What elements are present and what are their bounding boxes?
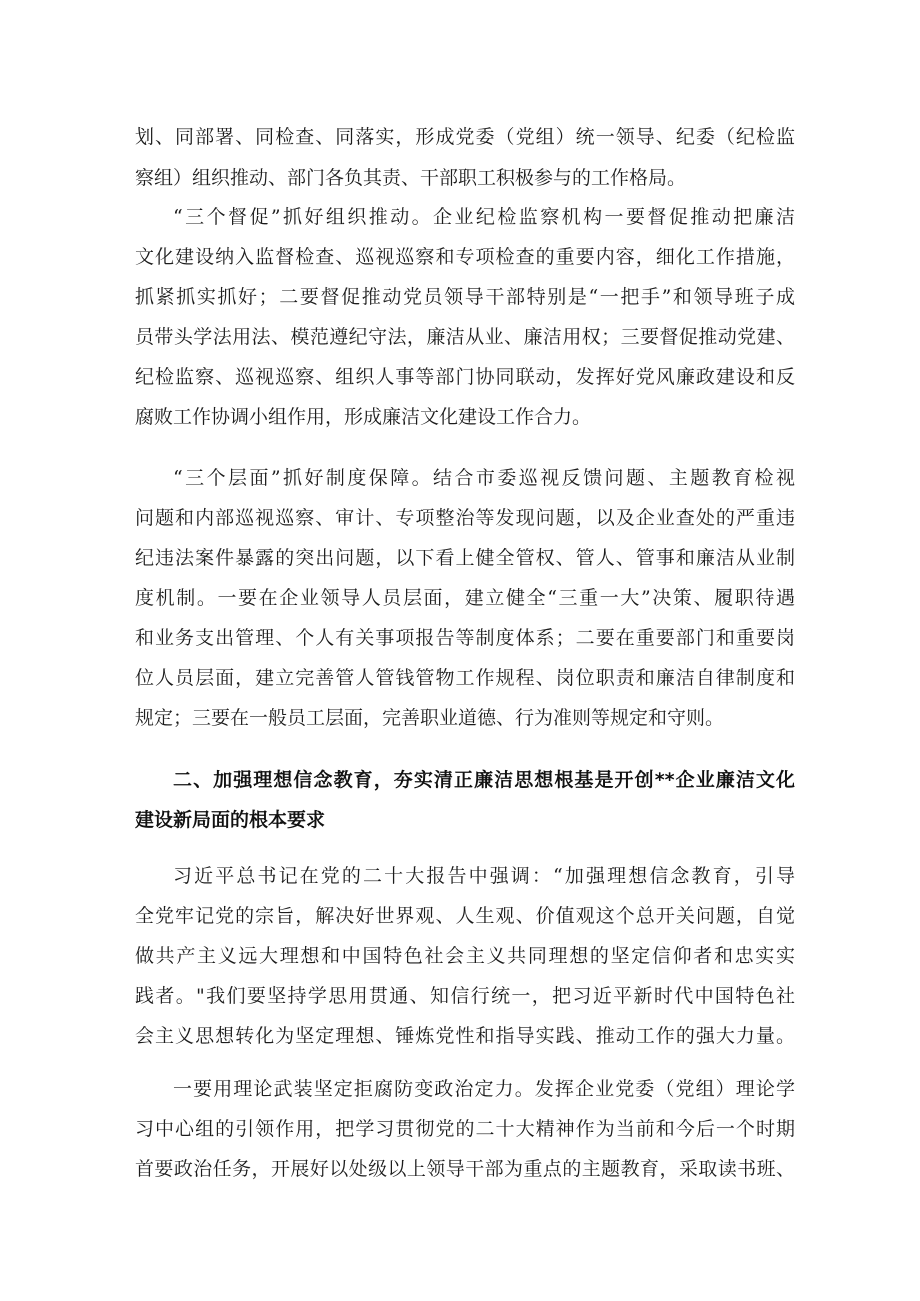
paragraph-line: 首要政治任务，开展好以处级以上领导干部为重点的主题教育，采取读书班、 [135, 1158, 795, 1180]
heading-line: 二、加强理想信念教育，夯实清正廉洁思想根基是开创**企业廉洁文化 [173, 769, 795, 791]
paragraph-line: 一要用理论武装坚定拒腐防变政治定力。发挥企业党委（党组）理论学 [173, 1078, 795, 1100]
paragraph-line: 员带头学法用法、模范遵纪守法，廉洁从业、廉洁用权；三要督促推动党建、 [135, 326, 795, 348]
paragraph-line: 划、同部署、同检查、同落实，形成党委（党组）统一领导、纪委（纪检监 [135, 126, 795, 148]
paragraph-line: 纪违法案件暴露的突出问题，以下看上健全管权、管人、管事和廉洁从业制 [135, 547, 795, 569]
paragraph-line: “三个督促”抓好组织推动。企业纪检监察机构一要督促推动把廉洁 [173, 206, 795, 228]
heading-line: 建设新局面的根本要求 [135, 809, 326, 831]
paragraph-line: 腐败工作协调小组作用，形成廉洁文化建设工作合力。 [135, 406, 592, 428]
paragraph-line: 习近平总书记在党的二十大报告中强调：“加强理想信念教育，引导 [173, 865, 795, 887]
paragraph-line: 问题和内部巡视巡察、审计、专项整治等发现问题，以及企业查处的严重违 [135, 507, 795, 529]
paragraph-line: 全党牢记党的宗旨，解决好世界观、人生观、价值观这个总开关问题，自觉 [135, 905, 795, 927]
paragraph-line: 位人员层面，建立完善管人管钱管物工作规程、岗位职责和廉洁自律制度和 [135, 667, 795, 689]
paragraph-line: 文化建设纳入监督检查、巡视巡察和专项检查的重要内容，细化工作措施， [135, 246, 795, 268]
paragraph-line: 度机制。一要在企业领导人员层面，建立健全“三重一大”决策、履职待遇 [135, 587, 795, 609]
paragraph-line: 做共产主义远大理想和中国特色社会主义共同理想的坚定信仰者和忠实实 [135, 945, 795, 967]
paragraph-line: 纪检监察、巡视巡察、组织人事等部门协同联动，发挥好党风廉政建设和反 [135, 366, 795, 388]
paragraph-line: 和业务支出管理、个人有关事项报告等制度体系；二要在重要部门和重要岗 [135, 627, 795, 649]
paragraph-line: 抓紧抓实抓好；二要督促推动党员领导干部特别是“一把手”和领导班子成 [135, 286, 795, 308]
paragraph-line: 会主义思想转化为坚定理想、锤炼党性和指导实践、推动工作的强大力量。 [135, 1025, 795, 1047]
paragraph-line: 察组）组织推动、部门各负其责、干部职工积极参与的工作格局。 [135, 167, 687, 189]
paragraph-line: 习中心组的引领作用，把学习贯彻党的二十大精神作为当前和今后一个时期 [135, 1118, 795, 1140]
paragraph-line: 践者。"我们要坚持学思用贯通、知信行统一，把习近平新时代中国特色社 [135, 985, 795, 1007]
paragraph-line: “三个层面”抓好制度保障。结合市委巡视反馈问题、主题教育检视 [173, 467, 795, 489]
paragraph-line: 规定；三要在一般员工层面，完善职业道德、行为准则等规定和守则。 [135, 707, 725, 729]
